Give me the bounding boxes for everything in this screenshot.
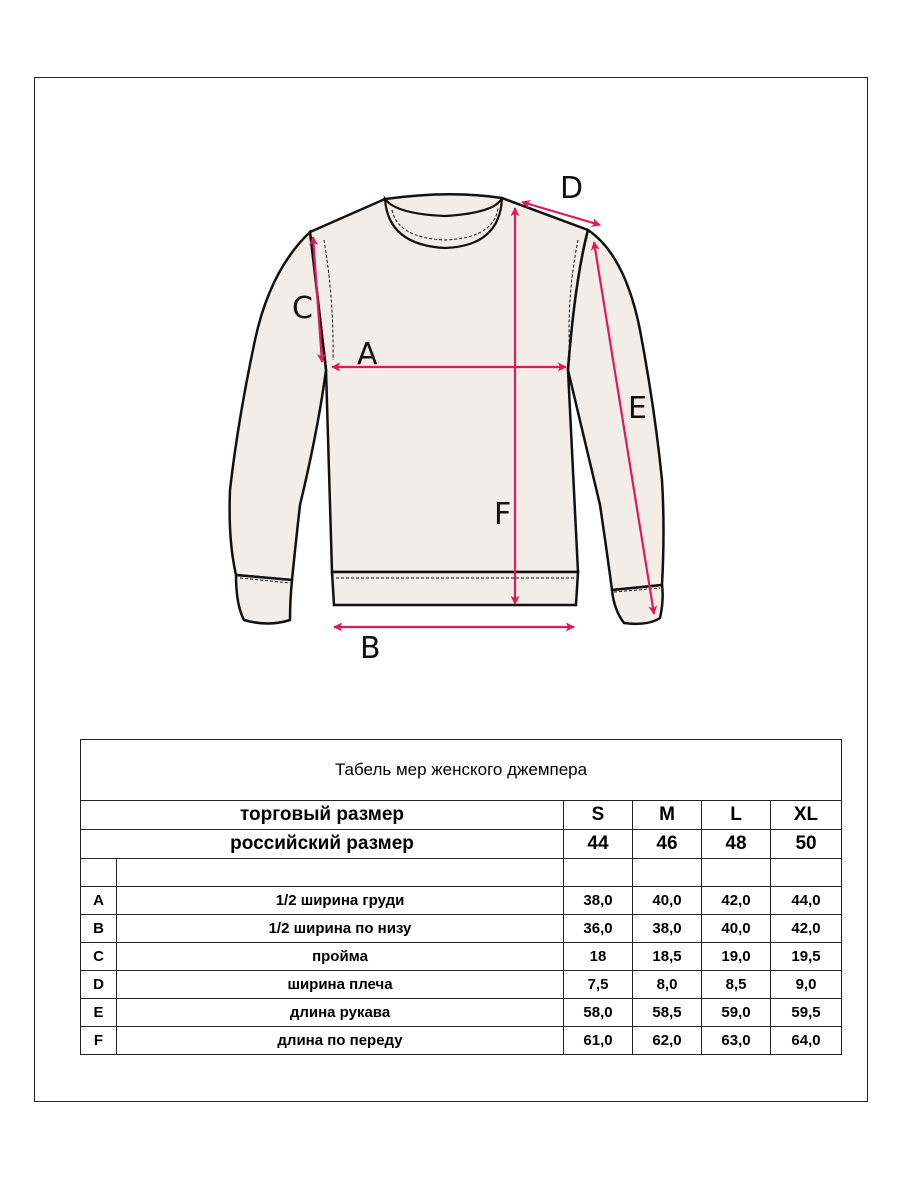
row-name: длина по переду bbox=[117, 1027, 564, 1055]
row-value: 58,5 bbox=[633, 999, 702, 1027]
row-value: 64,0 bbox=[771, 1027, 842, 1055]
row-value: 44,0 bbox=[771, 887, 842, 915]
size-header: M bbox=[633, 801, 702, 830]
size-header: XL bbox=[771, 801, 842, 830]
row-code: F bbox=[81, 1027, 117, 1055]
table-row bbox=[81, 1027, 842, 1055]
label-b: B bbox=[360, 631, 381, 666]
row-name: длина рукава bbox=[117, 999, 564, 1027]
spacer-row bbox=[81, 859, 842, 887]
row-value: 40,0 bbox=[702, 915, 771, 943]
row-value: 42,0 bbox=[702, 887, 771, 915]
russian-size-label: российский размер bbox=[81, 830, 564, 859]
russian-size: 50 bbox=[771, 830, 842, 859]
row-value: 40,0 bbox=[633, 887, 702, 915]
russian-size: 46 bbox=[633, 830, 702, 859]
row-value: 59,5 bbox=[771, 999, 842, 1027]
sweater-left-sleeve bbox=[230, 232, 326, 580]
russian-size: 44 bbox=[564, 830, 633, 859]
row-value: 38,0 bbox=[564, 887, 633, 915]
row-code: B bbox=[81, 915, 117, 943]
row-value: 58,0 bbox=[564, 999, 633, 1027]
sweater-body bbox=[310, 194, 588, 572]
sweater-right-sleeve bbox=[568, 230, 664, 590]
label-c: C bbox=[292, 291, 313, 326]
row-code: C bbox=[81, 943, 117, 971]
trade-size-label: торговый размер bbox=[81, 801, 564, 830]
sweater-waistband bbox=[332, 572, 578, 605]
row-value: 19,5 bbox=[771, 943, 842, 971]
label-e: E bbox=[628, 391, 647, 426]
row-value: 19,0 bbox=[702, 943, 771, 971]
row-name: 1/2 ширина груди bbox=[117, 887, 564, 915]
size-header: L bbox=[702, 801, 771, 830]
label-f: F bbox=[494, 497, 512, 532]
row-value: 8,5 bbox=[702, 971, 771, 999]
row-value: 63,0 bbox=[702, 1027, 771, 1055]
row-name: 1/2 ширина по низу bbox=[117, 915, 564, 943]
row-value: 18 bbox=[564, 943, 633, 971]
row-name: ширина плеча bbox=[117, 971, 564, 999]
row-code: E bbox=[81, 999, 117, 1027]
row-value: 8,0 bbox=[633, 971, 702, 999]
sweater-left-cuff bbox=[236, 575, 292, 624]
row-value: 42,0 bbox=[771, 915, 842, 943]
row-value: 36,0 bbox=[564, 915, 633, 943]
row-value: 38,0 bbox=[633, 915, 702, 943]
row-name: пройма bbox=[117, 943, 564, 971]
table-row bbox=[81, 971, 842, 999]
row-value: 7,5 bbox=[564, 971, 633, 999]
table-row bbox=[81, 887, 842, 915]
sweater-right-cuff bbox=[612, 585, 663, 624]
row-code: A bbox=[81, 887, 117, 915]
row-value: 9,0 bbox=[771, 971, 842, 999]
table-row bbox=[81, 943, 842, 971]
table-row bbox=[81, 915, 842, 943]
size-chart-table bbox=[80, 739, 842, 1055]
size-header: S bbox=[564, 801, 633, 830]
label-a: A bbox=[357, 337, 378, 372]
russian-size: 48 bbox=[702, 830, 771, 859]
table-row bbox=[81, 999, 842, 1027]
row-code: D bbox=[81, 971, 117, 999]
row-value: 18,5 bbox=[633, 943, 702, 971]
row-value: 61,0 bbox=[564, 1027, 633, 1055]
row-value: 62,0 bbox=[633, 1027, 702, 1055]
table-title: Табель мер женского джемпера bbox=[81, 740, 842, 801]
row-value: 59,0 bbox=[702, 999, 771, 1027]
label-d: D bbox=[560, 171, 584, 206]
